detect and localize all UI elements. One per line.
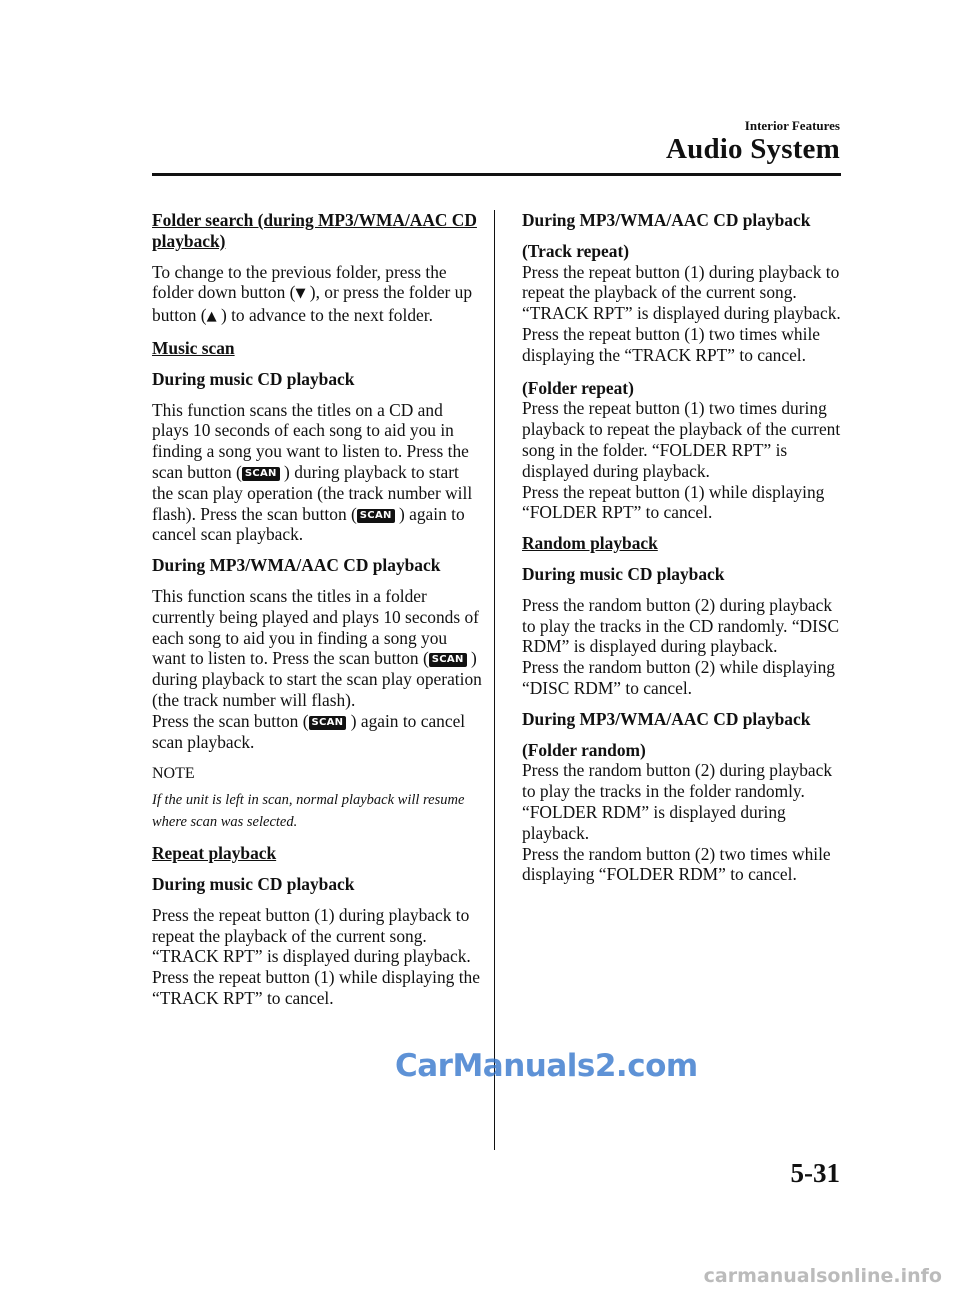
note-text: If the unit is left in scan, normal playback will resume where scan was selected. (152, 792, 465, 831)
page-number: 5-31 (790, 1158, 840, 1188)
folder-repeat-text-2: Press the repeat button (1) while displaying “FOLDER RPT” to cancel. (522, 481, 825, 523)
column-divider (494, 210, 495, 1150)
music-scan-mp3-heading: During MP3/WMA/AAC CD playback (152, 555, 441, 576)
track-repeat-label: (Track repeat) (522, 240, 630, 261)
track-repeat-text: Press the repeat button (1) during playback to repeat the playback of the current song. “TRACK RPT” is displayed during playback. (522, 261, 841, 324)
page-title: Audio System (665, 133, 840, 165)
folder-repeat-label: (Folder repeat) (522, 377, 634, 398)
header-rule (152, 173, 841, 176)
music-scan-cd-text: This function scans the titles on a CD and plays 10 seconds of each song to aid you in finding a song you want to listen to. Press the scan button ( SCAN ) during playback to start the scan play operation (the track number will flash). Press the scan button ( SCAN ) again to cancel scan playback. (152, 399, 473, 545)
scan-button-icon: SCAN (309, 716, 347, 730)
track-repeat-text-2: Press the repeat button (1) two times while displaying the “TRACK RPT” to cancel. (522, 323, 820, 365)
random-mp3-heading: During MP3/WMA/AAC CD playback (522, 708, 811, 729)
repeat-mp3-heading: During MP3/WMA/AAC CD playback (522, 210, 811, 230)
folder-search-text: To change to the previous folder, press the folder down button (▼ ), or press the folder up button (▲ ) to advance to the next folder. (152, 261, 473, 326)
repeat-playback-heading: Repeat playback (152, 843, 277, 864)
folder-random-label: (Folder random) (522, 739, 646, 760)
scan-button-icon: SCAN (429, 653, 467, 667)
left-column (152, 210, 482, 1019)
random-cd-heading: During music CD playback (522, 563, 725, 584)
folder-up-icon: ▲ (206, 309, 217, 325)
music-scan-mp3-text-2: Press the scan button ( SCAN ) again to cancel scan playback. (152, 710, 466, 752)
folder-random-text: Press the random button (2) during playback to play the tracks in the folder randomly. “FOLDER RDM” is displayed during playback. (522, 760, 833, 843)
repeat-cd-text-2: Press the repeat button (1) while displaying the “TRACK RPT” to cancel. (152, 967, 480, 1008)
repeat-cd-text: Press the repeat button (1) during playback to repeat the playback of the current song. “TRACK RPT” is displayed during playback. (152, 904, 471, 967)
music-scan-heading: Music scan (152, 337, 235, 358)
folder-random-text-2: Press the random button (2) two times while displaying “FOLDER RDM” to cancel. (522, 843, 831, 885)
music-scan-mp3-text: This function scans the titles in a folder currently being played and plays 10 seconds of each song to aid you in finding a song you want to listen to. Press the scan button ( SCAN ) during playback to start the scan play operation (the track number will flash). (152, 585, 482, 710)
random-cd-text: Press the random button (2) during playback to play the tracks in the CD randomly. “DISC RDM” is displayed during playback. (522, 594, 840, 657)
random-cd-text-2: Press the random button (2) while displaying “DISC RDM” to cancel. (522, 657, 835, 698)
footer-watermark: carmanualsonline.info (703, 1265, 942, 1287)
header-section-label: Interior Features (744, 118, 840, 133)
folder-down-icon: ▼ (295, 286, 306, 302)
repeat-cd-heading: During music CD playback (152, 873, 355, 894)
right-column (522, 210, 847, 885)
note-label: NOTE (152, 765, 195, 783)
music-scan-cd-heading: During music CD playback (152, 368, 355, 389)
scan-button-icon: SCAN (242, 467, 280, 481)
random-playback-heading: Random playback (522, 533, 658, 554)
watermark: CarManuals2.com (395, 1048, 698, 1084)
folder-repeat-text: Press the repeat button (1) two times during playback to repeat the playback of the current song in the folder. “FOLDER RPT” is displayed during playback. (522, 398, 841, 481)
folder-search-heading: Folder search (during MP3/WMA/AAC CD playback) (152, 210, 477, 251)
scan-button-icon: SCAN (357, 509, 395, 523)
